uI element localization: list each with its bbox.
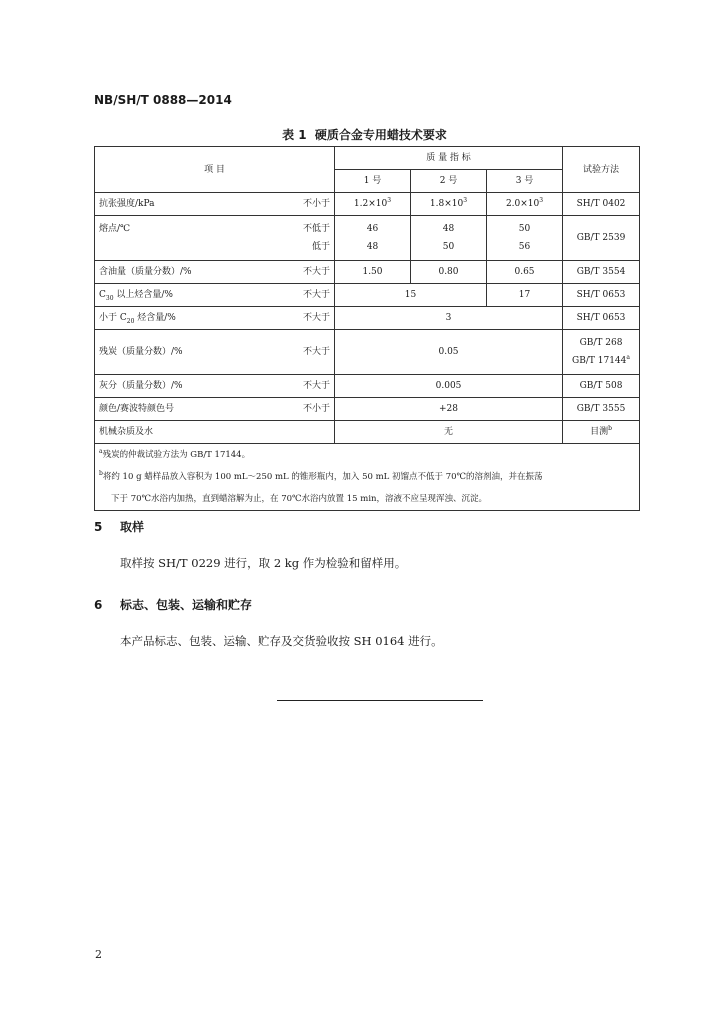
- row-condition: 不大于: [275, 307, 335, 330]
- all-grades-value: +28: [335, 398, 563, 421]
- row-item: 抗张强度/kPa: [95, 193, 275, 216]
- table-row: [95, 421, 640, 444]
- page-number: 2: [95, 948, 102, 961]
- test-method: SH/T 0653: [563, 307, 640, 330]
- row-item: 含油量（质量分数）/%: [95, 261, 275, 284]
- row-condition: 不大于: [275, 375, 335, 398]
- end-of-document-rule: [277, 700, 483, 701]
- footnote-b: $^b$将约 10 g 蜡样品放入容积为 100 mL～250 mL 的锥形瓶内，加入 50 mL 初馏点不低于 70℃的溶剂油，并在振荡: [99, 470, 543, 482]
- grade-3-value: 17: [487, 284, 563, 307]
- header-grade-2: 2 号: [411, 170, 487, 193]
- all-grades-value: 0.05: [335, 330, 563, 375]
- row-item: $C_{30}$ 以上烃含量/%: [95, 284, 275, 307]
- row-condition: 不小于: [275, 193, 335, 216]
- grade-2-value: $1.8\times 10^3$: [411, 193, 487, 216]
- table-row: [95, 261, 640, 284]
- footnote-b-continued: 下于 70℃水浴内加热，直到蜡溶解为止，在 70℃水浴内放置 15 min，溶液不应呈现浑浊、沉淀。: [111, 494, 488, 504]
- header-method: 试验方法: [563, 147, 640, 193]
- section-6-text: 本产品标志、包装、运输、贮存及交货验收按 SH 0164 进行。: [120, 634, 443, 648]
- header-item: 项 目: [95, 147, 335, 193]
- grade-1-2-value: 15: [335, 284, 487, 307]
- table-row: [95, 375, 640, 398]
- footnote-a: $^a$残炭的仲裁试验方法为 GB/T 17144。: [99, 448, 251, 460]
- test-method: GB/T 508: [563, 375, 640, 398]
- header-quality: 质 量 指 标: [335, 147, 563, 170]
- row-item: 机械杂质及水: [95, 421, 335, 444]
- table-title: 硬质合金专用蜡技术要求: [314, 128, 447, 142]
- header-grade-1: 1 号: [335, 170, 411, 193]
- grade-3-value: $2.0\times 10^3$: [487, 193, 563, 216]
- grade-1-value: $1.2\times 10^3$: [335, 193, 411, 216]
- spec-table: [94, 146, 640, 511]
- row-item: 小于 $C_{20}$ 烃含量/%: [95, 307, 275, 330]
- section-5-text: 取样按 SH/T 0229 进行，取 2 kg 作为检验和留样用。: [120, 556, 407, 570]
- document-code: NB/SH/T 0888—2014: [94, 93, 232, 107]
- table-notes: [95, 444, 640, 511]
- table-row: [95, 398, 640, 421]
- grade-2-value: 48 50: [411, 216, 487, 261]
- table-caption: [0, 126, 725, 143]
- table-row: [95, 307, 640, 330]
- row-condition: 不小于: [275, 398, 335, 421]
- row-item: 熔点/℃: [95, 216, 275, 261]
- grade-3-value: 50 56: [487, 216, 563, 261]
- table-row: [95, 330, 640, 375]
- section-5-heading: 5 取样: [94, 520, 145, 534]
- row-condition: 不大于: [275, 284, 335, 307]
- test-method: GB/T 3555: [563, 398, 640, 421]
- test-method: GB/T 268 GB/T 17144$^a$: [563, 330, 640, 375]
- test-method: SH/T 0653: [563, 284, 640, 307]
- row-condition: 不大于: [275, 330, 335, 375]
- test-method: 目测$^b$: [563, 421, 640, 444]
- table-header-row: [95, 147, 640, 170]
- row-item: 灰分（质量分数）/%: [95, 375, 275, 398]
- row-item: 残炭（质量分数）/%: [95, 330, 275, 375]
- test-method: GB/T 2539: [563, 216, 640, 261]
- grade-1-value: 46 48: [335, 216, 411, 261]
- section-6-heading: 6 标志、包装、运输和贮存: [94, 598, 253, 612]
- grade-2-value: 0.80: [411, 261, 487, 284]
- test-method: GB/T 3554: [563, 261, 640, 284]
- row-condition: 不低于 低于: [275, 216, 335, 261]
- all-grades-value: 0.005: [335, 375, 563, 398]
- table-row: [95, 284, 640, 307]
- header-grade-3: 3 号: [487, 170, 563, 193]
- grade-3-value: 0.65: [487, 261, 563, 284]
- footnotes: [95, 444, 640, 511]
- table-row: [95, 216, 640, 261]
- table-row: [95, 193, 640, 216]
- grade-1-value: 1.50: [335, 261, 411, 284]
- all-grades-value: 无: [335, 421, 563, 444]
- table-number: 表 1: [282, 128, 307, 142]
- row-item: 颜色/赛波特颜色号: [95, 398, 275, 421]
- test-method: SH/T 0402: [563, 193, 640, 216]
- all-grades-value: 3: [335, 307, 563, 330]
- row-condition: 不大于: [275, 261, 335, 284]
